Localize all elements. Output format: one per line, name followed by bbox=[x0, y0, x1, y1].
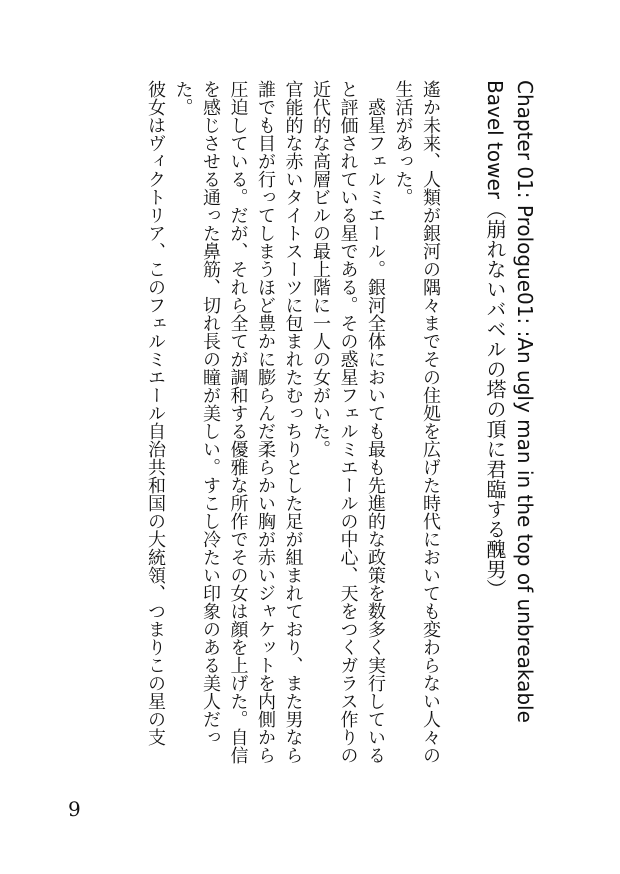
paragraph-2: 惑星フェルミエール。銀河全体においても最も先進的な政策を数多く実行していると評価されている星である。その惑星フェルミエールの中心、天をつくガラス作りの近代的な高層ビルの最上階に一人の女がいた。 bbox=[310, 80, 386, 764]
paragraph-4: 彼女はヴィクトリア、このフェルミエール自治共和国の大統領、つまりこの星の支 bbox=[145, 80, 166, 746]
paragraph-1: 遙か未来、人類が銀河の隅々までその住処を広げた時代においても変わらない人々の生活があった。 bbox=[392, 80, 441, 764]
paragraph-3: 官能的な赤いタイトスーツに包まれたむっちりとした足が組まれており、また男なら誰でも目が行ってしまうほど豊かに膨らんだ柔らかい胸が赤いジャケットを内側から圧迫している。だが、それら全てが調和する優雅な所作でその女は顔を上げた。自信を感じさせる通った鼻筋、切れ長の瞳が美しい。すこし冷たい印象のある美人だった。 bbox=[172, 80, 304, 764]
page-number: 9 bbox=[68, 797, 81, 821]
chapter-title: Chapter 01: Prologue01: :An ugly man in the top of unbreakable Bavel tower（崩れないバベルの塔の頂に君臨する醜男） bbox=[483, 80, 537, 723]
vertical-text-body bbox=[70, 80, 540, 780]
